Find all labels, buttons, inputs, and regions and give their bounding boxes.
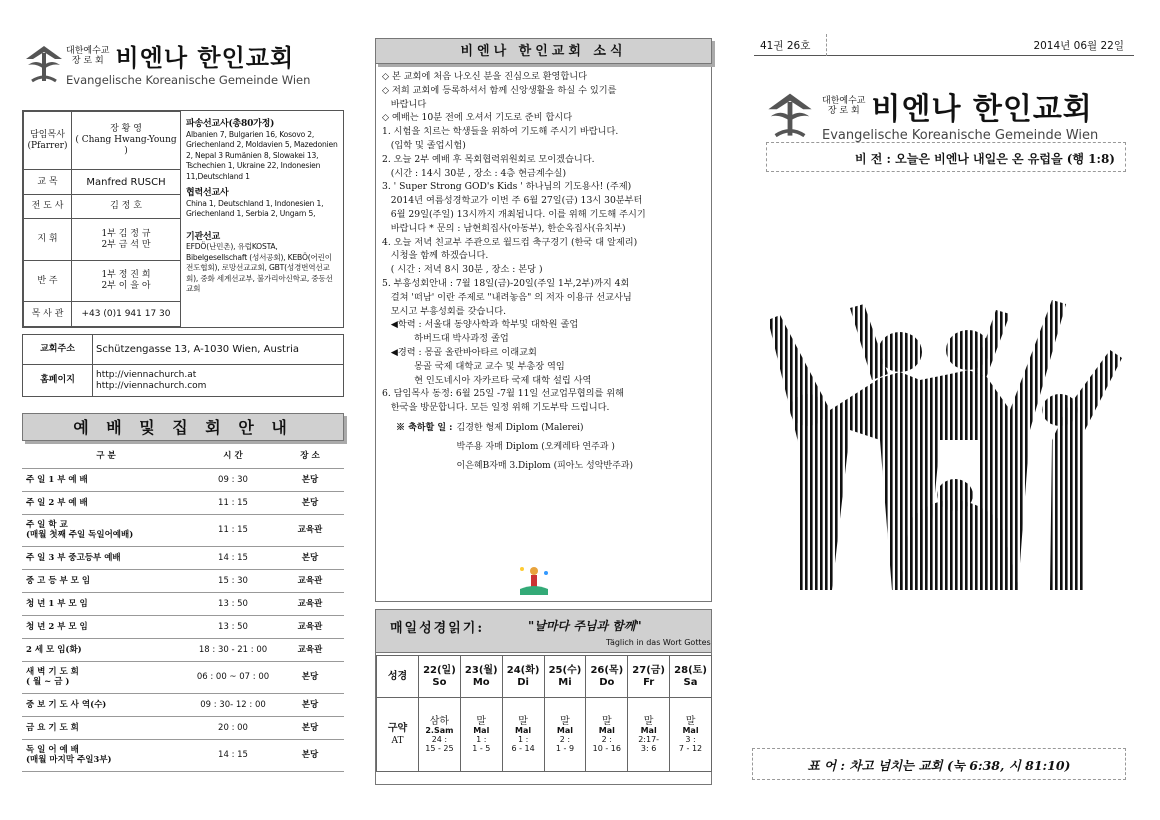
service-label: 주 일 3 부 중고등부 예배	[26, 552, 121, 563]
day-de: Fr	[643, 676, 655, 688]
service-name	[22, 491, 190, 514]
book-abbr: Mal	[556, 725, 573, 735]
homepage-label: 홈페이지	[23, 365, 93, 397]
verse-ref: 10 - 16	[592, 743, 621, 753]
staff-name: 2부 이 을 아	[101, 281, 151, 292]
bible-reading-section	[375, 609, 712, 785]
news-item: 하버드대 박사과정 졸업	[382, 333, 509, 345]
news-title: 비엔나 한인교회 소식	[375, 38, 712, 64]
schedule-row	[22, 716, 344, 739]
service-time: 14 : 15	[190, 739, 276, 771]
schedule-row	[22, 661, 344, 693]
schedule-row	[22, 569, 344, 592]
service-time: 13 : 50	[190, 615, 276, 638]
church-title-cover: 비엔나 한인교회	[871, 92, 1093, 127]
staff-row	[24, 170, 181, 195]
service-time: 09 : 30- 12 : 00	[190, 693, 276, 716]
staff-role: 반 주	[24, 260, 72, 301]
staff-name-en: ( Chang Hwang-Young )	[75, 135, 177, 157]
staff-row	[24, 194, 181, 219]
congrats-item: 이은혜B자매 3.Diplom (피아노 성악반주과)	[456, 460, 634, 471]
denomination-line2: 장 로 회	[71, 55, 104, 66]
news-item: 바랍니다 * 문의 : 남현희집사(아동부), 한순옥집사(유치부)	[382, 222, 626, 234]
news-item: 1. 시험을 치르는 학생들을 위하여 기도해 주시기 바랍니다.	[382, 126, 619, 138]
day-de: So	[432, 676, 447, 688]
church-german-name-cover: Evangelische Koreanische Gemeinde Wien	[822, 128, 1099, 143]
service-note: ( 월 ~ 금 )	[26, 677, 70, 687]
news-item: (입학 및 졸업시험)	[382, 139, 466, 151]
service-time: 13 : 50	[190, 592, 276, 615]
institution-missions-list: EFDÖ(난민촌), 유럽KOSTA, Bibelgesellschaft (성서공회), KEBÖ(어린이전도협회), 로망선교교회, GBT(성경번역선교회), 중화 세계선교부, 불가리아신학교, 중동선교회	[186, 242, 333, 293]
staff-name: 2부 금 석 만	[101, 239, 151, 250]
missionaries-list: Albanien 7, Bulgarien 16, Kosovo 2, Griechenland 2, Moldavien 5, Mazedonien 2, Nepal 3 Rumänien 8, Slowakei 13, Tschechien 1, Ukraine 22, Indonesien 11,Deutschland 1	[186, 129, 338, 181]
issue-date: 2014년 06월 22일	[1033, 40, 1124, 52]
chapter-ref: 3 :	[685, 734, 696, 744]
chapter-ref: 2 :	[559, 734, 571, 744]
denomination-line2: 장 로 회	[827, 106, 860, 116]
book-ko: 삼하	[429, 715, 450, 727]
denomination-line1: 대한예수교	[66, 45, 110, 56]
issue-header	[754, 34, 1134, 56]
service-location: 교육관	[276, 569, 344, 592]
staff-name: 김 정 호	[72, 194, 181, 219]
schedule-row	[22, 615, 344, 638]
news-item: 한국을 방문합니다. 모든 일정 위해 기도부탁 드립니다.	[382, 402, 610, 414]
service-label: 주 일 학 교	[26, 520, 68, 530]
address-label: 교회주소	[23, 335, 93, 365]
chapter-ref: 1 :	[476, 734, 487, 744]
service-label: 청 년 2 부 모 임	[26, 621, 88, 632]
service-name	[22, 569, 190, 592]
schedule-table	[22, 445, 344, 772]
day-ko: 22(일)	[423, 664, 456, 676]
service-time: 06 : 00 ~ 07 : 00	[190, 661, 276, 693]
service-name	[22, 514, 190, 546]
reading-cell	[544, 698, 586, 772]
denomination-line1: 대한예수교	[822, 96, 866, 106]
day-ko: 28(토)	[674, 664, 707, 676]
service-name	[22, 615, 190, 638]
news-item: ◇ 본 교회에 처음 나오신 분을 진심으로 환영합니다	[382, 71, 588, 82]
col-header: 장 소	[276, 445, 344, 468]
church-german-name: Evangelische Koreanische Gemeinde Wien	[66, 73, 311, 87]
missions-panel	[181, 111, 343, 327]
service-time: 20 : 00	[190, 716, 276, 739]
dancing-figures-woodcut-image	[760, 290, 1140, 600]
book-abbr: Mal	[682, 725, 699, 735]
service-location: 본당	[276, 491, 344, 514]
schedule-section	[22, 413, 344, 772]
schedule-row	[22, 638, 344, 661]
service-location: 본당	[276, 468, 344, 491]
church-logo-left	[22, 38, 310, 87]
reading-day	[670, 656, 712, 698]
verse-ref: 1 - 5	[472, 743, 491, 753]
news-item: 몽골 국제 대학교 교수 및 부총장 역임	[382, 360, 565, 372]
service-name	[22, 716, 190, 739]
schedule-row	[22, 491, 344, 514]
church-emblem-icon	[22, 43, 66, 83]
news-item: 6월 29일(주일) 13시까지 개최됩니다. 이를 위해 기도해 주시기	[382, 208, 646, 220]
church-emblem-icon	[762, 90, 818, 138]
service-name	[22, 592, 190, 615]
verse-ref: 1 - 9	[555, 743, 575, 753]
bible-subtitle: Täglich in das Wort Gottes	[606, 638, 711, 647]
service-location: 교육관	[276, 638, 344, 661]
news-item: 바랍니다	[382, 98, 427, 110]
schedule-title: 예 배 및 집 회 안 내	[22, 413, 344, 441]
staff-role: 목 사 관	[24, 302, 72, 327]
news-item: 5. 부흥성회안내 : 7월 18일(금)-20일(주일 1부,2부)까지 4회	[382, 277, 630, 289]
schedule-row	[22, 468, 344, 491]
congrats-item: 박주용 자매 Diplom (오케레타 연주과 )	[456, 441, 615, 452]
reading-cell	[586, 698, 628, 772]
news-item: (시간 : 14시 30분 , 장소 : 4층 현금계수실)	[382, 167, 567, 179]
service-location: 본당	[276, 546, 344, 569]
reading-day	[628, 656, 670, 698]
reading-cell	[460, 698, 502, 772]
staff-role-en: (Pfarrer)	[27, 140, 68, 151]
day-de: Di	[517, 676, 529, 688]
schedule-header	[22, 445, 344, 468]
news-item: ◀학력 : 서울대 동양사학과 학부및 대학원 졸업	[382, 319, 579, 331]
congrats-block	[376, 415, 711, 476]
service-name	[22, 661, 190, 693]
service-name	[22, 739, 190, 771]
institution-missions-title: 기관선교	[186, 231, 220, 242]
bible-quote: "날마다 주님과 함께"	[528, 619, 642, 633]
service-name	[22, 693, 190, 716]
partner-missionaries-list: China 1, Deutschland 1, Indonesien 1, Griechenland 1, Serbia 2, Ungarn 5,	[186, 198, 324, 218]
service-location: 교육관	[276, 615, 344, 638]
service-label: 중 보 기 도 사 역(수)	[26, 699, 107, 710]
service-time: 11 : 15	[190, 514, 276, 546]
book-ko: 말	[643, 715, 654, 727]
service-label: 중 고 등 부 모 임	[26, 575, 91, 586]
reading-day	[460, 656, 502, 698]
news-item: 2. 오늘 2부 예배 후 목회협력위원회로 모이겠습니다.	[382, 153, 595, 165]
contact-table	[22, 334, 344, 397]
staff-role: 전 도 사	[24, 194, 72, 219]
book-ko: 말	[685, 715, 696, 727]
reading-day	[586, 656, 628, 698]
service-label: 주 일 1 부 예 배	[26, 474, 88, 485]
staff-row	[24, 219, 181, 260]
schedule-row	[22, 514, 344, 546]
news-item: 4. 오늘 저녁 친교부 주관으로 월드컵 축구경기 (한국 대 알제리)	[382, 236, 638, 248]
staff-role: 담임목사	[30, 129, 65, 140]
missionaries-title: 파송선교사(총80가정)	[186, 119, 275, 129]
news-list	[376, 64, 711, 415]
staff-role: 교 목	[24, 170, 72, 195]
book-abbr: Mal	[515, 725, 532, 735]
service-label: 독 일 어 예 배	[26, 745, 79, 755]
service-name	[22, 468, 190, 491]
service-location: 교육관	[276, 592, 344, 615]
news-item: 시청을 함께 하겠습니다.	[382, 250, 489, 262]
row-label-en: AT	[391, 735, 404, 746]
day-ko: 23(월)	[464, 664, 498, 676]
reading-cell	[502, 698, 544, 772]
service-name	[22, 638, 190, 661]
verse-ref: 7 - 12	[678, 743, 703, 753]
news-item: 2014년 여름성경학교가 이번 주 6월 27일(금) 13시 30분부터	[382, 195, 643, 207]
schedule-row	[22, 739, 344, 771]
bible-reading-table	[376, 655, 712, 772]
volume-number: 41권 26호	[760, 40, 811, 52]
book-ko: 말	[560, 715, 570, 727]
staff-name: 장 황 영	[110, 124, 142, 135]
service-time: 14 : 15	[190, 546, 276, 569]
day-ko: 27(금)	[632, 664, 665, 676]
news-item: 걸쳐 '떠남' 이란 주제로 "내려놓음" 의 저자 이용규 선교사님	[382, 291, 632, 303]
col-header: 구 분	[22, 445, 190, 468]
chapter-ref: 24 :	[431, 734, 448, 744]
news-item: 현 인도네시아 자카르타 국제 대학 설립 사역	[382, 374, 592, 386]
schedule-row	[22, 546, 344, 569]
service-note: (매월 마지막 주일3부)	[26, 755, 112, 765]
col-header: 시 간	[190, 445, 276, 468]
news-item: 모시고 부흥성회를 갖습니다.	[382, 305, 507, 317]
news-section	[375, 38, 712, 602]
reading-day	[502, 656, 544, 698]
staff-name: 1부 정 진 희	[101, 270, 151, 281]
service-name	[22, 546, 190, 569]
service-label: 새 벽 기 도 회	[26, 667, 79, 677]
staff-name: Manfred RUSCH	[72, 170, 181, 195]
news-item: ◇ 저희 교회에 등록하셔서 함께 신앙생활을 하실 수 있기를	[382, 84, 617, 96]
chapter-ref: 2 :	[601, 734, 612, 744]
congrats-label: ※ 축하할 일 :	[396, 422, 453, 433]
service-time: 11 : 15	[190, 491, 276, 514]
day-de: Mi	[558, 676, 572, 688]
book-abbr: Mal	[598, 725, 615, 735]
reading-cell	[419, 698, 461, 772]
day-de: Mo	[472, 676, 490, 688]
bible-title: 매일성경읽기:	[390, 621, 485, 636]
staff-row	[24, 302, 181, 327]
service-location: 본당	[276, 693, 344, 716]
vision-box: 비 전 : 오늘은 비엔나 내일은 온 유럽을 (행 1:8)	[766, 142, 1126, 172]
day-ko: 24(화)	[506, 664, 540, 676]
congrats-item: 김경한 형제 Diplom (Malerei)	[456, 422, 584, 433]
service-location: 본당	[276, 716, 344, 739]
service-label: 2 세 모 임(화)	[26, 644, 82, 655]
service-label: 금 요 기 도 회	[26, 722, 79, 733]
day-ko: 26(목)	[590, 664, 624, 676]
service-label: 청 년 1 부 모 임	[26, 598, 88, 609]
day-de: Do	[599, 676, 615, 688]
service-time: 15 : 30	[190, 569, 276, 592]
homepage-link[interactable]: http://viennachurch.com	[96, 380, 207, 391]
church-title: 비엔나 한인교회	[115, 44, 295, 72]
staff-row	[24, 112, 181, 170]
motto-box: 표 어 : 차고 넘치는 교회 (눅 6:38, 시 81:10)	[752, 748, 1126, 780]
book-ko: 말	[476, 715, 487, 727]
news-item: ◀경력 : 몽골 올란바아타르 이래교회	[382, 346, 537, 358]
service-time: 09 : 30	[190, 468, 276, 491]
service-note: (매월 첫째 주일 독일어예배)	[26, 530, 134, 540]
schedule-row	[22, 592, 344, 615]
reading-day	[419, 656, 461, 698]
row-label: 성경	[377, 656, 419, 698]
service-location: 본당	[276, 739, 344, 771]
row-label: 구약	[387, 722, 408, 734]
staff-table	[23, 111, 181, 327]
chapter-ref: 2:17-	[638, 734, 660, 744]
reading-day	[544, 656, 586, 698]
news-item: 6. 담임목사 동정: 6월 25일 -7월 11일 선교업무협의를 위해	[382, 388, 625, 400]
staff-mission-box	[22, 110, 344, 328]
partner-missionaries-title: 협력선교사	[186, 188, 229, 198]
reading-cell	[628, 698, 670, 772]
bible-header	[375, 609, 712, 653]
staff-name: 1부 김 정 규	[101, 228, 151, 239]
staff-role: 지 휘	[24, 219, 72, 260]
book-ko: 말	[601, 715, 612, 727]
service-time: 18 : 30 - 21 : 00	[190, 638, 276, 661]
service-location: 교육관	[276, 514, 344, 546]
service-location: 본당	[276, 661, 344, 693]
news-item: ◇ 예배는 10분 전에 오셔서 기도로 준비 합시다	[382, 112, 573, 124]
news-item: 3. ' Super Strong GOD's Kids ' 하나님의 기도용사! (주제)	[382, 181, 632, 193]
book-abbr: Mal	[640, 725, 657, 735]
staff-row	[24, 260, 181, 301]
reading-cell	[670, 698, 712, 772]
news-item: ( 시간 : 저녁 8시 30분 , 장소 : 본당 )	[382, 264, 543, 276]
book-abbr: 2.Sam	[425, 725, 454, 735]
schedule-row	[22, 693, 344, 716]
verse-ref: 3: 6	[640, 743, 657, 753]
book-ko: 말	[518, 715, 528, 727]
book-abbr: Mal	[473, 725, 490, 735]
celebration-clipart-icon	[514, 563, 554, 597]
parsonage-phone: +43 (0)1 941 17 30	[72, 302, 181, 327]
verse-ref: 15 - 25	[425, 743, 454, 753]
chapter-ref: 1 :	[517, 734, 529, 744]
church-logo-cover	[762, 84, 1098, 143]
homepage-link[interactable]: http://viennachurch.at	[96, 369, 197, 380]
day-de: Sa	[683, 676, 698, 688]
service-label: 주 일 2 부 예 배	[26, 497, 88, 508]
address-value: Schützengasse 13, A-1030 Wien, Austria	[93, 335, 344, 365]
verse-ref: 6 - 14	[511, 743, 535, 753]
day-ko: 25(수)	[548, 664, 582, 676]
